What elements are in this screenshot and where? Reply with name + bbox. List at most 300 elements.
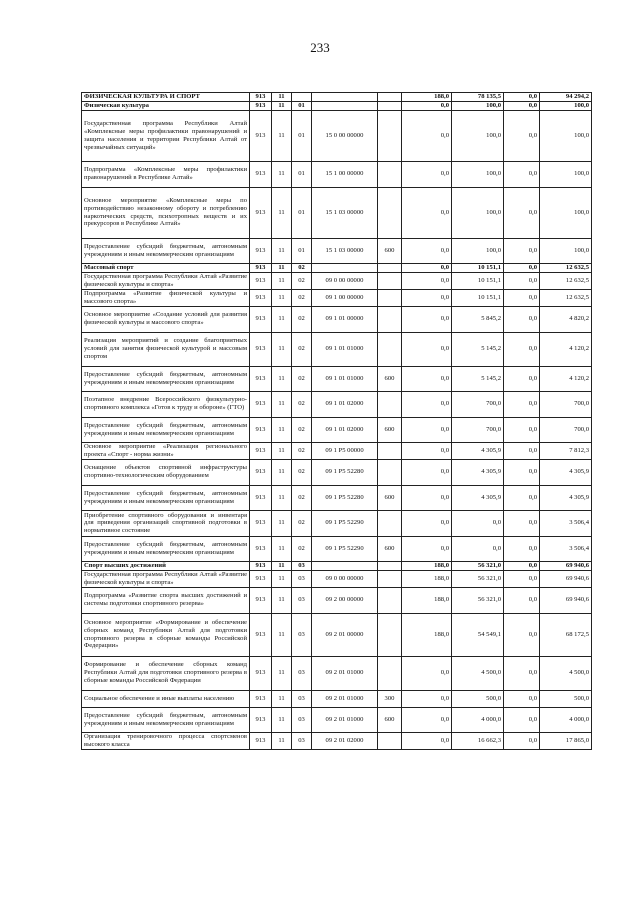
cell-target-article: 09 0 00 00000 bbox=[312, 273, 378, 290]
table-row bbox=[82, 511, 592, 537]
cell-amount-2: 4 500,0 bbox=[452, 656, 504, 690]
cell-subsection: 03 bbox=[292, 690, 312, 707]
table-row bbox=[82, 536, 592, 562]
cell-amount-3: 0,0 bbox=[504, 443, 540, 460]
cell-subsection: 03 bbox=[292, 707, 312, 733]
cell-expense-type bbox=[378, 332, 402, 366]
cell-amount-1: 0,0 bbox=[402, 733, 452, 750]
cell-grbs: 913 bbox=[250, 571, 272, 588]
cell-expense-type bbox=[378, 571, 402, 588]
row-name: Предоставление субсидий бюджетным, автономным учреждениям и иным некоммерческим организациям bbox=[82, 536, 250, 562]
cell-amount-2: 5 145,2 bbox=[452, 366, 504, 392]
cell-grbs: 913 bbox=[250, 187, 272, 238]
cell-section: 11 bbox=[272, 162, 292, 188]
cell-amount-3: 0,0 bbox=[504, 392, 540, 418]
cell-subsection: 03 bbox=[292, 588, 312, 614]
cell-amount-3: 0,0 bbox=[504, 93, 540, 102]
table-row bbox=[82, 187, 592, 238]
cell-section: 11 bbox=[272, 93, 292, 102]
budget-table bbox=[81, 92, 592, 750]
cell-grbs: 913 bbox=[250, 733, 272, 750]
cell-expense-type bbox=[378, 460, 402, 486]
table-row bbox=[82, 307, 592, 333]
cell-subsection: 02 bbox=[292, 417, 312, 443]
cell-amount-2: 4 000,0 bbox=[452, 707, 504, 733]
cell-amount-4: 4 000,0 bbox=[540, 707, 592, 733]
cell-target-article: 09 2 01 02000 bbox=[312, 733, 378, 750]
cell-amount-3: 0,0 bbox=[504, 613, 540, 656]
table-row bbox=[82, 162, 592, 188]
cell-amount-4: 4 305,9 bbox=[540, 460, 592, 486]
cell-amount-3: 0,0 bbox=[504, 111, 540, 162]
cell-subsection: 01 bbox=[292, 111, 312, 162]
cell-expense-type: 600 bbox=[378, 366, 402, 392]
cell-section: 11 bbox=[272, 733, 292, 750]
cell-amount-4: 100,0 bbox=[540, 111, 592, 162]
cell-amount-2: 5 845,2 bbox=[452, 307, 504, 333]
cell-section: 11 bbox=[272, 290, 292, 307]
cell-subsection: 01 bbox=[292, 238, 312, 264]
table-row bbox=[82, 562, 592, 571]
cell-grbs: 913 bbox=[250, 162, 272, 188]
cell-amount-3: 0,0 bbox=[504, 290, 540, 307]
cell-section: 11 bbox=[272, 485, 292, 511]
table-row bbox=[82, 264, 592, 273]
cell-amount-2: 54 549,1 bbox=[452, 613, 504, 656]
cell-subsection: 03 bbox=[292, 733, 312, 750]
cell-amount-2: 700,0 bbox=[452, 392, 504, 418]
row-name: Оснащение объектов спортивной инфраструктуры спортивно-технологическим оборудованием bbox=[82, 460, 250, 486]
table-row bbox=[82, 460, 592, 486]
cell-target-article: 15 1 00 00000 bbox=[312, 162, 378, 188]
row-name: Государственная программа Республики Алтай «Развитие физической культуры и спорта» bbox=[82, 273, 250, 290]
cell-subsection: 02 bbox=[292, 332, 312, 366]
cell-amount-4: 7 812,3 bbox=[540, 443, 592, 460]
row-name: Спорт высших достижений bbox=[82, 562, 250, 571]
cell-grbs: 913 bbox=[250, 238, 272, 264]
cell-amount-4: 17 865,0 bbox=[540, 733, 592, 750]
cell-subsection: 01 bbox=[292, 162, 312, 188]
cell-amount-1: 0,0 bbox=[402, 238, 452, 264]
cell-section: 11 bbox=[272, 417, 292, 443]
cell-expense-type bbox=[378, 102, 402, 111]
cell-amount-4: 4 120,2 bbox=[540, 366, 592, 392]
cell-amount-3: 0,0 bbox=[504, 332, 540, 366]
cell-expense-type: 600 bbox=[378, 238, 402, 264]
cell-section: 11 bbox=[272, 656, 292, 690]
cell-target-article: 15 1 03 00000 bbox=[312, 187, 378, 238]
cell-expense-type bbox=[378, 613, 402, 656]
cell-section: 11 bbox=[272, 443, 292, 460]
row-name: Государственная программа Республики Алтай «Комплексные меры профилактики правонарушений и защита населения и территории Республики Алтай от чрезвычайных ситуаций» bbox=[82, 111, 250, 162]
table-row bbox=[82, 443, 592, 460]
cell-amount-3: 0,0 bbox=[504, 238, 540, 264]
table-row bbox=[82, 366, 592, 392]
cell-target-article: 09 2 01 00000 bbox=[312, 613, 378, 656]
cell-grbs: 913 bbox=[250, 307, 272, 333]
cell-grbs: 913 bbox=[250, 332, 272, 366]
cell-amount-1: 0,0 bbox=[402, 264, 452, 273]
cell-section: 11 bbox=[272, 511, 292, 537]
cell-amount-3: 0,0 bbox=[504, 562, 540, 571]
cell-subsection: 02 bbox=[292, 511, 312, 537]
page-number: 233 bbox=[310, 40, 330, 55]
cell-amount-3: 0,0 bbox=[504, 417, 540, 443]
cell-section: 11 bbox=[272, 460, 292, 486]
cell-expense-type: 600 bbox=[378, 417, 402, 443]
cell-grbs: 913 bbox=[250, 392, 272, 418]
cell-expense-type bbox=[378, 588, 402, 614]
cell-amount-4: 69 940,6 bbox=[540, 562, 592, 571]
cell-section: 11 bbox=[272, 588, 292, 614]
cell-grbs: 913 bbox=[250, 93, 272, 102]
cell-section: 11 bbox=[272, 571, 292, 588]
cell-amount-4: 12 632,5 bbox=[540, 290, 592, 307]
cell-amount-3: 0,0 bbox=[504, 485, 540, 511]
cell-grbs: 913 bbox=[250, 536, 272, 562]
cell-amount-1: 0,0 bbox=[402, 460, 452, 486]
table-row bbox=[82, 290, 592, 307]
cell-amount-1: 0,0 bbox=[402, 536, 452, 562]
table-row bbox=[82, 571, 592, 588]
table-row bbox=[82, 102, 592, 111]
cell-target-article: 09 1 P5 52280 bbox=[312, 460, 378, 486]
table-row bbox=[82, 111, 592, 162]
cell-amount-3: 0,0 bbox=[504, 162, 540, 188]
cell-subsection: 02 bbox=[292, 290, 312, 307]
cell-amount-1: 0,0 bbox=[402, 290, 452, 307]
row-name: Организация тренировочного процесса спортсменов высокого класса bbox=[82, 733, 250, 750]
cell-amount-4: 700,0 bbox=[540, 417, 592, 443]
cell-target-article: 09 1 01 01000 bbox=[312, 332, 378, 366]
cell-amount-2: 100,0 bbox=[452, 162, 504, 188]
cell-amount-4: 3 506,4 bbox=[540, 536, 592, 562]
cell-grbs: 913 bbox=[250, 690, 272, 707]
cell-grbs: 913 bbox=[250, 485, 272, 511]
cell-target-article: 15 1 03 00000 bbox=[312, 238, 378, 264]
cell-target-article bbox=[312, 102, 378, 111]
row-name: Массовый спорт bbox=[82, 264, 250, 273]
cell-amount-4: 4 500,0 bbox=[540, 656, 592, 690]
cell-target-article: 09 1 P5 52290 bbox=[312, 511, 378, 537]
cell-section: 11 bbox=[272, 536, 292, 562]
cell-grbs: 913 bbox=[250, 366, 272, 392]
cell-amount-4: 3 506,4 bbox=[540, 511, 592, 537]
cell-expense-type bbox=[378, 511, 402, 537]
cell-amount-2: 100,0 bbox=[452, 238, 504, 264]
cell-amount-4: 100,0 bbox=[540, 238, 592, 264]
cell-amount-3: 0,0 bbox=[504, 307, 540, 333]
row-name: Подпрограмма «Развитие физической культуры и массового спорта» bbox=[82, 290, 250, 307]
cell-amount-1: 0,0 bbox=[402, 443, 452, 460]
row-name: Подпрограмма «Комплексные меры профилактики правонарушений в Республике Алтай» bbox=[82, 162, 250, 188]
row-name: Предоставление субсидий бюджетным, автономным учреждениям и иным некоммерческим организациям bbox=[82, 707, 250, 733]
cell-amount-1: 0,0 bbox=[402, 273, 452, 290]
cell-subsection: 02 bbox=[292, 273, 312, 290]
cell-amount-2: 0,0 bbox=[452, 511, 504, 537]
cell-amount-2: 56 321,0 bbox=[452, 588, 504, 614]
cell-amount-4: 69 940,6 bbox=[540, 571, 592, 588]
cell-amount-4: 4 305,9 bbox=[540, 485, 592, 511]
cell-amount-1: 0,0 bbox=[402, 366, 452, 392]
cell-amount-2: 10 151,1 bbox=[452, 264, 504, 273]
cell-target-article: 09 1 01 02000 bbox=[312, 392, 378, 418]
cell-amount-3: 0,0 bbox=[504, 588, 540, 614]
cell-amount-2: 78 135,5 bbox=[452, 93, 504, 102]
cell-amount-4: 700,0 bbox=[540, 392, 592, 418]
cell-target-article: 09 2 00 00000 bbox=[312, 588, 378, 614]
cell-amount-4: 500,0 bbox=[540, 690, 592, 707]
cell-amount-3: 0,0 bbox=[504, 536, 540, 562]
cell-expense-type: 600 bbox=[378, 536, 402, 562]
cell-section: 11 bbox=[272, 187, 292, 238]
cell-section: 11 bbox=[272, 690, 292, 707]
cell-target-article: 09 1 P5 52290 bbox=[312, 536, 378, 562]
table-row bbox=[82, 332, 592, 366]
cell-amount-4: 69 940,6 bbox=[540, 588, 592, 614]
cell-section: 11 bbox=[272, 238, 292, 264]
row-name: Социальное обеспечение и иные выплаты населению bbox=[82, 690, 250, 707]
cell-subsection: 03 bbox=[292, 571, 312, 588]
cell-amount-1: 188,0 bbox=[402, 613, 452, 656]
cell-subsection: 02 bbox=[292, 460, 312, 486]
table-row bbox=[82, 485, 592, 511]
cell-amount-4: 12 632,5 bbox=[540, 273, 592, 290]
cell-expense-type bbox=[378, 562, 402, 571]
cell-section: 11 bbox=[272, 332, 292, 366]
cell-target-article: 09 1 00 00000 bbox=[312, 290, 378, 307]
cell-target-article: 09 0 00 00000 bbox=[312, 571, 378, 588]
cell-grbs: 913 bbox=[250, 111, 272, 162]
row-name: Подпрограмма «Развитие спорта высших достижений и системы подготовки спортивного резерва» bbox=[82, 588, 250, 614]
cell-amount-2: 100,0 bbox=[452, 187, 504, 238]
cell-target-article: 09 2 01 01000 bbox=[312, 690, 378, 707]
cell-section: 11 bbox=[272, 707, 292, 733]
cell-target-article bbox=[312, 264, 378, 273]
cell-amount-4: 68 172,5 bbox=[540, 613, 592, 656]
row-name: Предоставление субсидий бюджетным, автономным учреждениям и иным некоммерческим организациям bbox=[82, 485, 250, 511]
cell-amount-3: 0,0 bbox=[504, 707, 540, 733]
cell-grbs: 913 bbox=[250, 273, 272, 290]
cell-subsection: 02 bbox=[292, 392, 312, 418]
cell-amount-4: 4 820,2 bbox=[540, 307, 592, 333]
cell-amount-1: 0,0 bbox=[402, 111, 452, 162]
cell-amount-2: 10 151,1 bbox=[452, 273, 504, 290]
cell-amount-1: 0,0 bbox=[402, 485, 452, 511]
cell-target-article: 09 2 01 01000 bbox=[312, 656, 378, 690]
cell-section: 11 bbox=[272, 102, 292, 111]
cell-expense-type bbox=[378, 733, 402, 750]
row-name: Предоставление субсидий бюджетным, автономным учреждениям и иным некоммерческим организациям bbox=[82, 417, 250, 443]
cell-subsection: 03 bbox=[292, 656, 312, 690]
cell-amount-3: 0,0 bbox=[504, 511, 540, 537]
cell-subsection: 01 bbox=[292, 187, 312, 238]
cell-amount-1: 188,0 bbox=[402, 588, 452, 614]
cell-subsection: 02 bbox=[292, 264, 312, 273]
cell-amount-2: 100,0 bbox=[452, 111, 504, 162]
cell-amount-1: 0,0 bbox=[402, 417, 452, 443]
cell-expense-type bbox=[378, 273, 402, 290]
cell-expense-type bbox=[378, 264, 402, 273]
cell-amount-1: 0,0 bbox=[402, 707, 452, 733]
cell-grbs: 913 bbox=[250, 264, 272, 273]
cell-expense-type bbox=[378, 187, 402, 238]
table-row bbox=[82, 273, 592, 290]
cell-expense-type bbox=[378, 93, 402, 102]
row-name: Предоставление субсидий бюджетным, автономным учреждениям и иным некоммерческим организациям bbox=[82, 366, 250, 392]
cell-target-article: 09 1 01 01000 bbox=[312, 366, 378, 392]
table-row bbox=[82, 93, 592, 102]
cell-amount-2: 10 151,1 bbox=[452, 290, 504, 307]
cell-grbs: 913 bbox=[250, 613, 272, 656]
cell-target-article: 09 2 01 01000 bbox=[312, 707, 378, 733]
cell-amount-1: 0,0 bbox=[402, 332, 452, 366]
row-name: ФИЗИЧЕСКАЯ КУЛЬТУРА И СПОРТ bbox=[82, 93, 250, 102]
row-name: Формирование и обеспечение сборных команд Республики Алтай для подготовки спортивного резерва в сборные команды Российской Федерации bbox=[82, 656, 250, 690]
cell-amount-3: 0,0 bbox=[504, 690, 540, 707]
cell-subsection: 02 bbox=[292, 366, 312, 392]
table-row bbox=[82, 613, 592, 656]
cell-expense-type bbox=[378, 307, 402, 333]
row-name: Приобретение спортивного оборудования и инвентаря для приведения организаций спортивной подготовки в нормативное состояние bbox=[82, 511, 250, 537]
cell-grbs: 913 bbox=[250, 417, 272, 443]
cell-amount-3: 0,0 bbox=[504, 273, 540, 290]
cell-expense-type: 300 bbox=[378, 690, 402, 707]
cell-target-article bbox=[312, 93, 378, 102]
cell-amount-1: 0,0 bbox=[402, 102, 452, 111]
cell-target-article: 15 0 00 00000 bbox=[312, 111, 378, 162]
table-row bbox=[82, 417, 592, 443]
cell-amount-2: 700,0 bbox=[452, 417, 504, 443]
cell-grbs: 913 bbox=[250, 562, 272, 571]
cell-section: 11 bbox=[272, 264, 292, 273]
cell-target-article: 09 1 P5 52280 bbox=[312, 485, 378, 511]
cell-amount-2: 500,0 bbox=[452, 690, 504, 707]
cell-expense-type bbox=[378, 443, 402, 460]
cell-amount-3: 0,0 bbox=[504, 656, 540, 690]
cell-amount-1: 188,0 bbox=[402, 562, 452, 571]
cell-subsection bbox=[292, 93, 312, 102]
cell-amount-4: 100,0 bbox=[540, 102, 592, 111]
cell-amount-4: 100,0 bbox=[540, 162, 592, 188]
cell-amount-4: 12 632,5 bbox=[540, 264, 592, 273]
cell-section: 11 bbox=[272, 366, 292, 392]
cell-grbs: 913 bbox=[250, 290, 272, 307]
row-name: Основное мероприятие «Комплексные меры по противодействию незаконному обороту и потреблению наркотических средств, психотропных веществ и их прекурсоров в Республике Алтай» bbox=[82, 187, 250, 238]
row-name: Основное мероприятие «Формирование и обеспечение сборных команд Республики Алтай для подготовки спортивного резерва в сборные команды Российской Федерации» bbox=[82, 613, 250, 656]
table-row bbox=[82, 238, 592, 264]
table-row bbox=[82, 690, 592, 707]
row-name: Поэтапное внедрение Всероссийского физкультурно-спортивного комплекса «Готов к труду и обороне» (ГТО) bbox=[82, 392, 250, 418]
row-name: Предоставление субсидий бюджетным, автономным учреждениям и иным некоммерческим организациям bbox=[82, 238, 250, 264]
cell-amount-2: 56 321,0 bbox=[452, 562, 504, 571]
cell-amount-4: 4 120,2 bbox=[540, 332, 592, 366]
cell-amount-3: 0,0 bbox=[504, 733, 540, 750]
cell-grbs: 913 bbox=[250, 443, 272, 460]
cell-amount-1: 188,0 bbox=[402, 571, 452, 588]
budget-table-body bbox=[82, 93, 592, 750]
cell-target-article: 09 1 01 00000 bbox=[312, 307, 378, 333]
cell-amount-2: 4 305,9 bbox=[452, 460, 504, 486]
table-row bbox=[82, 707, 592, 733]
cell-amount-1: 0,0 bbox=[402, 656, 452, 690]
cell-amount-2: 16 662,3 bbox=[452, 733, 504, 750]
cell-amount-1: 0,0 bbox=[402, 162, 452, 188]
table-row bbox=[82, 392, 592, 418]
cell-grbs: 913 bbox=[250, 588, 272, 614]
cell-expense-type bbox=[378, 111, 402, 162]
cell-section: 11 bbox=[272, 392, 292, 418]
cell-subsection: 03 bbox=[292, 613, 312, 656]
cell-amount-1: 0,0 bbox=[402, 307, 452, 333]
cell-amount-2: 0,0 bbox=[452, 536, 504, 562]
cell-section: 11 bbox=[272, 111, 292, 162]
row-name: Реализация мероприятий и создание благоприятных условий для занятия физической культурой и массовым спортом bbox=[82, 332, 250, 366]
cell-amount-1: 0,0 bbox=[402, 511, 452, 537]
cell-section: 11 bbox=[272, 562, 292, 571]
cell-grbs: 913 bbox=[250, 460, 272, 486]
cell-grbs: 913 bbox=[250, 707, 272, 733]
cell-grbs: 913 bbox=[250, 102, 272, 111]
cell-amount-2: 5 145,2 bbox=[452, 332, 504, 366]
cell-amount-4: 94 294,2 bbox=[540, 93, 592, 102]
cell-amount-3: 0,0 bbox=[504, 102, 540, 111]
cell-amount-1: 188,0 bbox=[402, 93, 452, 102]
cell-target-article: 09 1 P5 00000 bbox=[312, 443, 378, 460]
cell-expense-type: 600 bbox=[378, 707, 402, 733]
cell-subsection: 02 bbox=[292, 307, 312, 333]
table-row bbox=[82, 656, 592, 690]
cell-amount-4: 100,0 bbox=[540, 187, 592, 238]
cell-expense-type bbox=[378, 392, 402, 418]
cell-target-article: 09 1 01 02000 bbox=[312, 417, 378, 443]
cell-amount-2: 4 305,9 bbox=[452, 443, 504, 460]
cell-amount-3: 0,0 bbox=[504, 571, 540, 588]
cell-section: 11 bbox=[272, 273, 292, 290]
cell-amount-2: 4 305,9 bbox=[452, 485, 504, 511]
cell-amount-1: 0,0 bbox=[402, 187, 452, 238]
cell-amount-1: 0,0 bbox=[402, 392, 452, 418]
row-name: Основное мероприятие «Реализация регионального проекта «Спорт - норма жизни» bbox=[82, 443, 250, 460]
cell-grbs: 913 bbox=[250, 656, 272, 690]
cell-subsection: 03 bbox=[292, 562, 312, 571]
cell-amount-3: 0,0 bbox=[504, 366, 540, 392]
table-row bbox=[82, 588, 592, 614]
cell-subsection: 02 bbox=[292, 443, 312, 460]
row-name: Государственная программа Республики Алтай «Развитие физической культуры и спорта» bbox=[82, 571, 250, 588]
row-name: Основное мероприятие «Создание условий для развития физической культуры и массового спорта» bbox=[82, 307, 250, 333]
cell-amount-3: 0,0 bbox=[504, 264, 540, 273]
cell-amount-2: 100,0 bbox=[452, 102, 504, 111]
cell-amount-1: 0,0 bbox=[402, 690, 452, 707]
cell-expense-type: 600 bbox=[378, 485, 402, 511]
cell-target-article bbox=[312, 562, 378, 571]
cell-subsection: 01 bbox=[292, 102, 312, 111]
cell-grbs: 913 bbox=[250, 511, 272, 537]
row-name: Физическая культура bbox=[82, 102, 250, 111]
cell-subsection: 02 bbox=[292, 485, 312, 511]
cell-section: 11 bbox=[272, 613, 292, 656]
cell-section: 11 bbox=[272, 307, 292, 333]
cell-expense-type bbox=[378, 290, 402, 307]
cell-subsection: 02 bbox=[292, 536, 312, 562]
cell-amount-2: 56 321,0 bbox=[452, 571, 504, 588]
cell-amount-3: 0,0 bbox=[504, 187, 540, 238]
cell-amount-3: 0,0 bbox=[504, 460, 540, 486]
table-row bbox=[82, 733, 592, 750]
cell-expense-type bbox=[378, 162, 402, 188]
cell-expense-type bbox=[378, 656, 402, 690]
